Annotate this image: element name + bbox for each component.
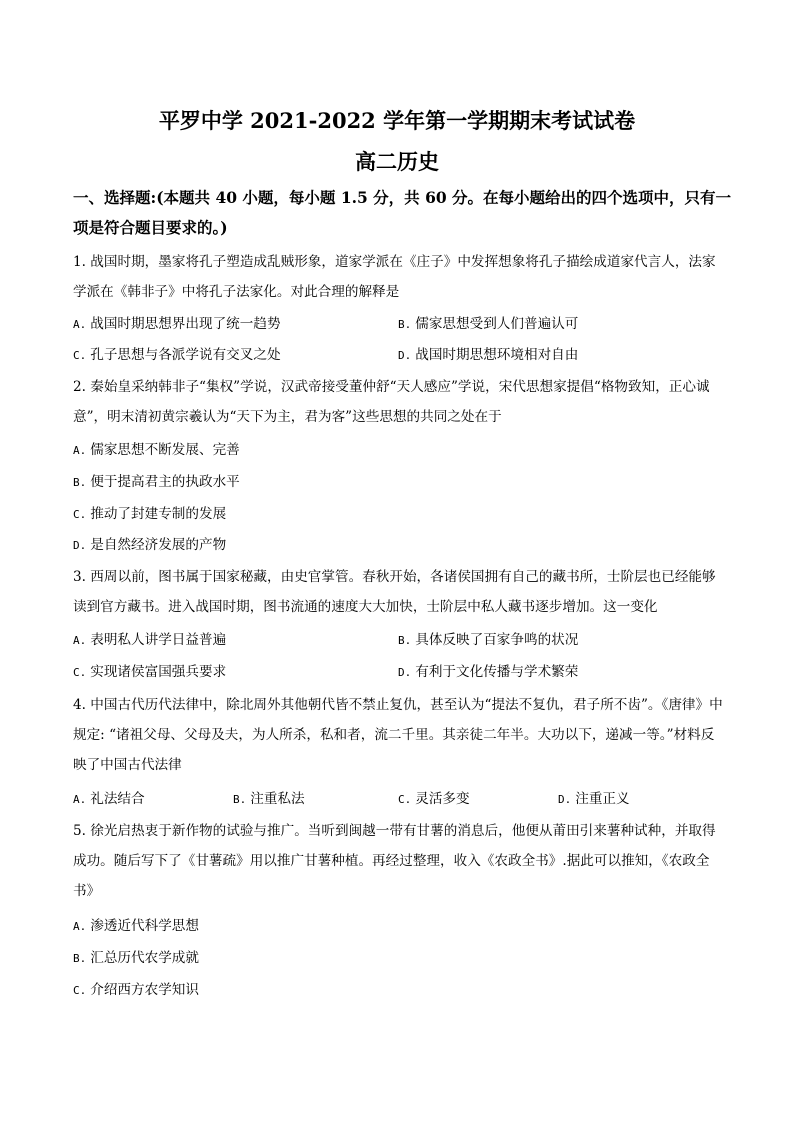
option-text: 表明私人讲学日益普遍 (90, 632, 227, 648)
option-text: 有利于文化传播与学术繁荣 (415, 664, 579, 680)
question-3-option-a (73, 630, 226, 651)
option-text: 具体反映了百家争鸣的状况 (415, 632, 579, 648)
question-1-stem: 1. 战国时期，墨家将孔子塑造成乱贼形象，道家学派在《庄子》中发挥想象将孔子描绘成道家代言人，法家学派在《韩非子》中将孔子法家化。对此合理的解释是 (73, 254, 716, 300)
question-4-option-a (73, 789, 145, 810)
option-letter: A. (73, 634, 87, 647)
option-letter: B. (398, 634, 412, 647)
exam-subject: 高二历史 (355, 149, 439, 174)
option-text: 礼法结合 (90, 791, 145, 807)
question-3-option-d (398, 662, 578, 683)
option-letter: D. (73, 539, 87, 552)
question-4-option-d (558, 789, 630, 810)
question-2-option-d (73, 535, 226, 556)
option-text: 汇总历代农学成就 (90, 950, 199, 966)
question-5-option-c (73, 980, 199, 1001)
question-5-option-b (73, 948, 199, 969)
option-text: 是自然经济发展的产物 (90, 537, 227, 553)
option-text: 灵活多变 (415, 791, 470, 807)
option-letter: D. (558, 793, 572, 806)
option-text: 注重正义 (575, 791, 630, 807)
question-1-option-c (73, 345, 281, 366)
question-1-option-d (398, 345, 578, 366)
option-text: 战国时期思想环境相对自由 (415, 347, 579, 363)
exam-title: 平罗中学 2021-2022 学年第一学期期末考试试卷 (158, 108, 636, 133)
option-letter: D. (398, 666, 412, 679)
option-letter: A. (73, 318, 87, 331)
option-text: 注重私法 (250, 791, 305, 807)
option-letter: B. (73, 476, 87, 489)
question-4-option-c (398, 789, 470, 810)
question-5-option-a (73, 916, 199, 937)
option-text: 儒家思想不断发展、完善 (90, 442, 240, 458)
question-3-option-b (398, 630, 578, 651)
option-text: 孔子思想与各派学说有交叉之处 (90, 347, 281, 363)
option-letter: C. (73, 666, 87, 679)
section-heading: 一、选择题:(本题共 40 小题，每小题 1.5 分，共 60 分。在每小题给出的四个选项中，只有一项是符合题目要求的。) (73, 188, 732, 237)
option-letter: A. (73, 920, 87, 933)
option-letter: A. (73, 793, 87, 806)
option-letter: C. (73, 984, 87, 997)
question-4-stem: 4. 中国古代历代法律中，除北周外其他朝代皆不禁止复仇，甚至认为“提法不复仇，君子所不齿”。《唐律》中规定: “诸祖父母、父母及夫，为人所杀，私和者，流二千里。其亲徒二年半。大功以下，递减一等。”材料反映了中国古代法律 (73, 697, 723, 773)
question-4-option-b (233, 789, 305, 810)
option-letter: C. (398, 793, 412, 806)
option-letter: C. (73, 349, 87, 362)
option-text: 便于提高君主的执政水平 (90, 474, 240, 490)
option-letter: B. (233, 793, 247, 806)
option-letter: A. (73, 444, 87, 457)
option-letter: B. (73, 952, 87, 965)
option-letter: C. (73, 508, 87, 521)
question-1-option-a (73, 314, 281, 335)
option-letter: D. (398, 349, 412, 362)
option-text: 渗透近代科学思想 (90, 918, 199, 934)
question-3-stem: 3. 西周以前，图书属于国家秘藏，由史官掌管。春秋开始，各诸侯国拥有自己的藏书所，士阶层也已经能够读到官方藏书。进入战国时期，图书流通的速度大大加快，士阶层中私人藏书逐步增加。这一变化 (73, 569, 716, 615)
question-2-stem: 2. 秦始皇采纳韩非子“集权”学说，汉武帝接受董仲舒“天人感应”学说，宋代思想家提倡“格物致知，正心诚意”，明末清初黄宗羲认为“天下为主，君为客”这些思想的共同之处在于 (73, 379, 710, 425)
option-text: 介绍西方农学知识 (90, 982, 199, 998)
question-3-option-c (73, 662, 226, 683)
question-1-option-b (398, 314, 578, 335)
option-text: 实现诸侯富国强兵要求 (90, 664, 227, 680)
option-letter: B. (398, 318, 412, 331)
option-text: 推动了封建专制的发展 (90, 506, 227, 522)
option-text: 儒家思想受到人们普遍认可 (415, 316, 579, 332)
question-5-stem: 5. 徐光启热衷于新作物的试验与推广。当听到闽越一带有甘薯的消息后，他便从莆田引来薯种试种，并取得成功。随后写下了《甘薯疏》用以推广甘薯种植。再经过整理，收入《农政全书》.据此可以推知，《农政全书》 (73, 823, 716, 899)
option-text: 战国时期思想界出现了统一趋势 (90, 316, 281, 332)
question-2-option-c (73, 504, 226, 525)
question-2-option-b (73, 472, 240, 493)
question-2-option-a (73, 440, 240, 461)
